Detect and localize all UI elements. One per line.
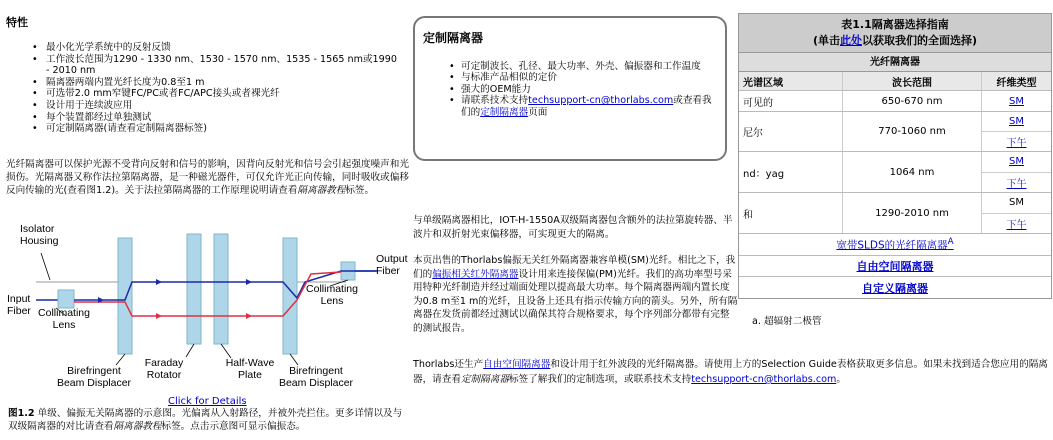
pointer-line (221, 344, 231, 358)
isolator-selection-guide-table (738, 13, 1052, 299)
table-column-headers (739, 72, 1051, 91)
label-half-wave-plate: Half-Wave Plate (225, 357, 275, 381)
label-collimating-lens-left: Collimating Lens (38, 307, 90, 331)
beam-arrow (156, 313, 162, 319)
region-cell: 可见的 (743, 97, 773, 109)
feature-item: • 工作波长范围为1290 - 1330 nm、1530 - 1570 nm、1535 - 1565 nm或1990 - 2010 nm (32, 54, 402, 77)
label-input-fiber: Input Fiber (7, 293, 31, 317)
half-wave-plate (214, 234, 228, 344)
label-faraday-rotator: Faraday Rotator (144, 357, 184, 381)
table-subtitle: (单击此处以获取我们的全面选择) (812, 34, 978, 47)
custom-isolators-table-link[interactable]: 自定义隔离器 (862, 281, 928, 295)
features-list (32, 42, 402, 135)
custom-isolators-list (449, 61, 721, 118)
faraday-rotator (187, 234, 201, 344)
fiber-type-link[interactable]: SM (1009, 156, 1024, 168)
table-link-row (739, 256, 1051, 277)
techsupport-email-link-bottom[interactable]: techsupport-cn@thorlabs.com (691, 374, 837, 385)
label-birefringent-right: Birefringent Beam Displacer (278, 365, 354, 389)
pointer-line (290, 354, 298, 365)
free-space-isolators-link[interactable]: 自由空间隔离器 (483, 359, 551, 370)
beam-red (74, 272, 341, 316)
table-header (739, 14, 1051, 53)
dual-stage-paragraph: 与单级隔离器相比，IOT-H-1550A双级隔离器包含额外的法拉第旋转器、半波片和双折射光束偏移器，可实现更大的隔离。 (413, 215, 733, 240)
label-collimating-lens-right: Collimating Lens (306, 283, 358, 307)
feature-item: • 可定制隔离器(请查看定制隔离器标签) (32, 123, 402, 135)
sld-fiber-isolators-link[interactable]: 宽带SLDS的光纤隔离器$^A$ (836, 236, 954, 252)
feature-item: • 每个装置都经过单独测试 (32, 112, 402, 124)
table-footnote: a. 超辐射二极管 (752, 316, 822, 327)
table-row (739, 91, 1051, 112)
custom-isolators-link[interactable]: 定制隔离器 (480, 106, 529, 118)
table-row (739, 193, 1051, 234)
range-cell: 1064 nm (842, 152, 981, 192)
fiber-type-link[interactable]: SM (1009, 95, 1024, 107)
table-link-row (739, 234, 1051, 256)
fiber-type-link[interactable]: SM (1009, 116, 1024, 127)
beam-arrow (156, 279, 162, 285)
region-cell: nd：yag (743, 168, 785, 180)
custom-item: • 与标准产品相似的定价 (449, 72, 721, 83)
isolator-housing-pointer (41, 253, 50, 280)
table-row (739, 152, 1051, 193)
figure-caption: 图1.2 单级、偏振无关隔离器的示意图。光偏离从入射路径，并被外壳拦住。更多详情以及与双级隔离器的对比请查看隔离器教程标签。点击示意图可显示偏振态。 (8, 408, 403, 432)
table-title: 表1.1隔离器选择指南 (841, 18, 949, 31)
table-row (739, 112, 1051, 152)
range-cell: 1290-2010 nm (842, 193, 981, 233)
custom-isolators-box (413, 16, 727, 161)
click-for-details-link[interactable]: Click for Details (168, 396, 247, 407)
label-output-fiber: Output Fiber (376, 253, 408, 277)
techsupport-email-link[interactable]: techsupport-cn@thorlabs.com (528, 95, 674, 107)
fiber-type-link[interactable]: 下午 (982, 131, 1051, 151)
free-space-isolators-table-link[interactable]: 自由空间隔离器 (856, 260, 934, 273)
column-header-type: 纤维类型 (996, 77, 1037, 89)
custom-item: • 可定制波长、孔径、最大功率、外壳、偏振器和工作温度 (449, 61, 721, 72)
feature-item: • 设计用于连续波应用 (32, 100, 402, 112)
label-isolator-housing: Isolator Housing (20, 223, 59, 247)
custom-isolators-title: 定制隔离器 (423, 31, 484, 45)
click-here-link[interactable]: 此处 (840, 34, 862, 47)
table-link-row (739, 277, 1051, 298)
collimating-lens-left (58, 290, 74, 308)
feature-item: • 隔离器两端内置光纤长度为0.8至1 m (32, 77, 402, 89)
beam-arrow (246, 279, 252, 285)
region-cell: 尼尔 (743, 128, 763, 139)
feature-item: • 可选带2.0 mm窄键FC/PC或者FC/APC接头或者裸光纤 (32, 88, 402, 100)
bottom-paragraph: Thorlabs还生产自由空间隔离器和设计用于红外波段的光纤隔离器。请使用上方的Selection Guide表格获取更多信息。如果未找到适合您应用的隔离器，请查看定制隔离器标签了解我们的定制选项，或联系技术支持techsupport-cn@thorlabs.com。 (413, 359, 1048, 385)
features-title: 特性 (6, 16, 28, 29)
birefringent-beam-displacer-left (118, 238, 132, 354)
custom-item: • 强大的OEM能力 (449, 84, 721, 95)
pointer-line (186, 344, 194, 357)
range-cell: 650-670 nm (842, 91, 981, 111)
pointer-line (116, 354, 125, 365)
table-section-fiber-isolators: 光纤隔离器 (739, 53, 1051, 72)
fiber-type-link[interactable]: 下午 (982, 213, 1051, 234)
feature-item: • 最小化光学系统中的反射反馈 (32, 42, 402, 54)
fiber-type-label: SM (1009, 197, 1024, 209)
intro-paragraph: 光纤隔离器可以保护光源不受背向反射和信号的影响，因背向反射光和信号会引起强度噪声和光损伤。光隔离器又称作法拉第隔离器，是一种磁光器件，可仅允许光正向传输，同时吸收或偏移反向传输的光(查看图1.2)。关于法拉第隔离器的工作原理说明请查看隔离器教程标签。 (6, 159, 409, 196)
beam-arrow (246, 313, 252, 319)
fiber-type-link[interactable]: 下午 (982, 172, 1051, 193)
polarization-paragraph: 本页出售的Thorlabs偏振无关红外隔离器兼容单模(SM)光纤。相比之下，我们的偏振相关红外隔离器设计用来连接保偏(PM)光纤。我们的高功率型号采用特种光纤制造并经过端面处理以提高最大功率。每个隔离器两端内置长度为0.8 m至1 m的光纤，且设备上还具有指示传输方向的箭头。另外，所有隔离器在发货前都经过测试以确保其符合规格要求，每个序列部分都带有完整的测试报告。 (413, 255, 738, 334)
isolator-schematic-diagram[interactable] (6, 220, 411, 396)
column-header-range: 波长范围 (842, 72, 981, 90)
pm-isolators-link[interactable]: 偏振相关红外隔离器 (432, 268, 519, 280)
region-cell: 和 (743, 209, 753, 221)
column-header-region: 光谱区域 (743, 77, 783, 89)
custom-contact-item: • 请联系技术支持techsupport-cn@thorlabs.com或查看我们的定制隔离器页面 (449, 95, 721, 118)
range-cell: 770-1060 nm (842, 112, 981, 151)
label-birefringent-left: Birefringent Beam Displacer (56, 365, 132, 389)
